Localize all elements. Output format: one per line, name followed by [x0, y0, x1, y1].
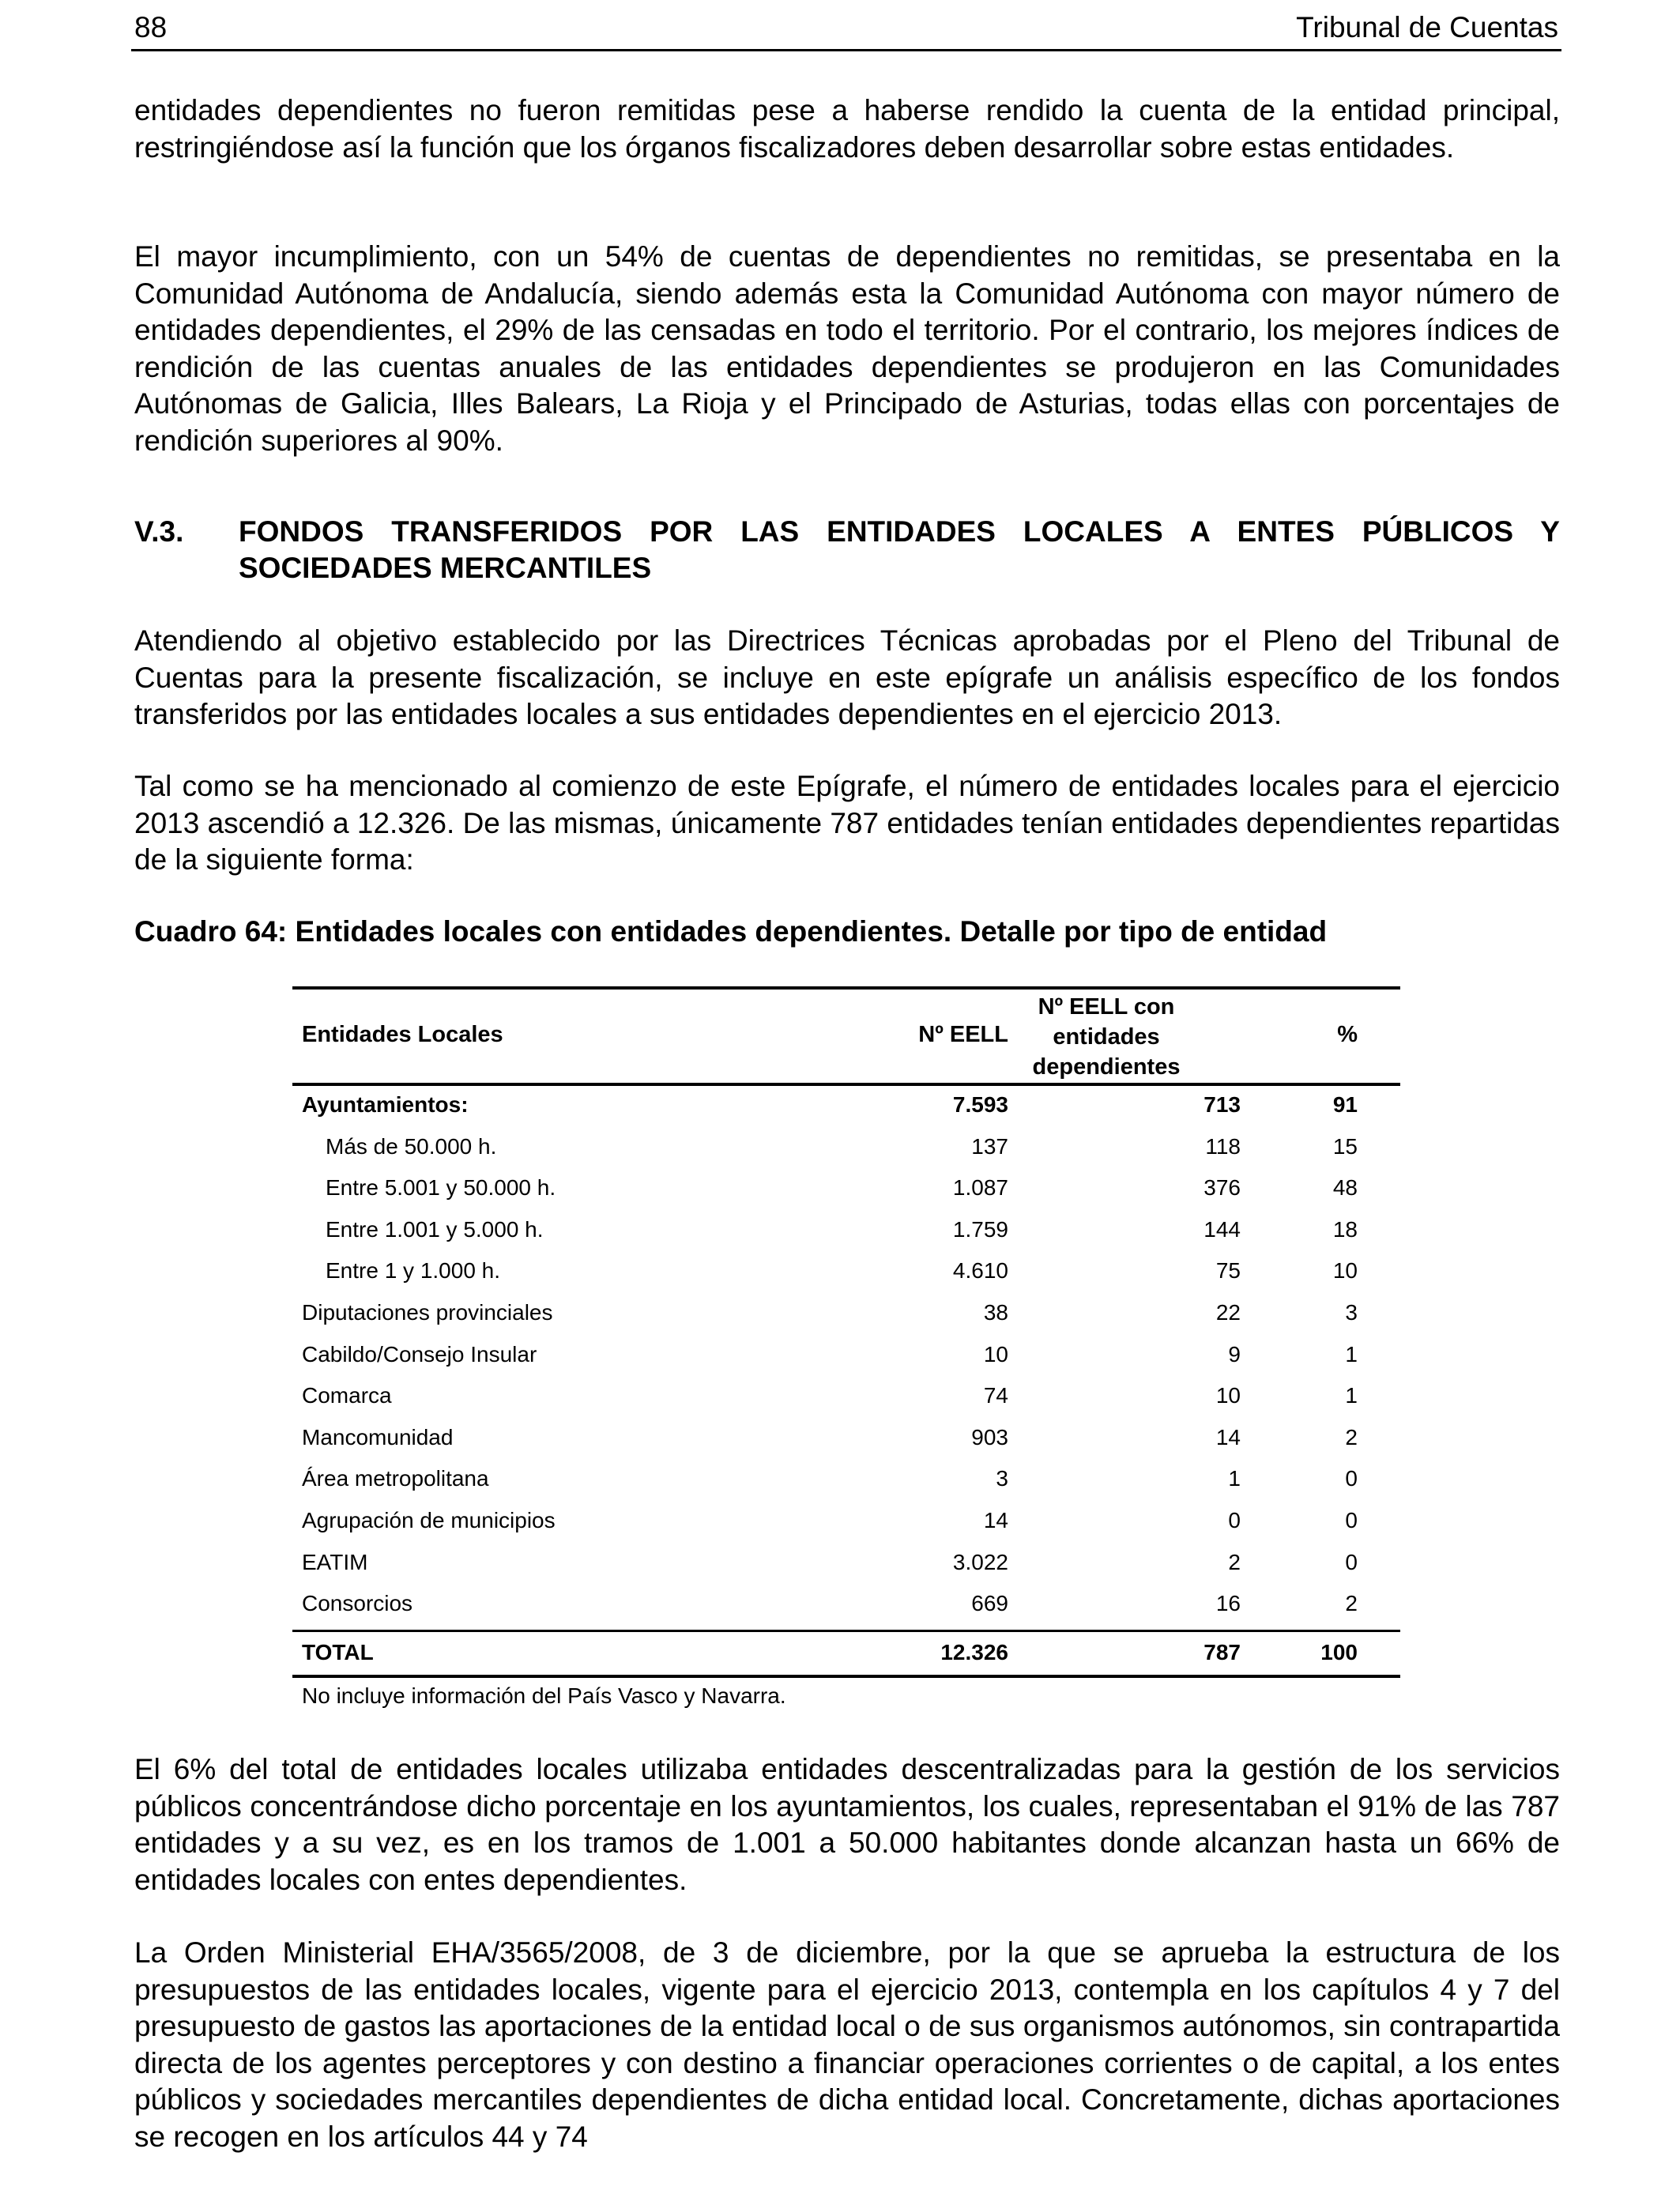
paragraph-2: El mayor incumplimiento, con un 54% de cuentas de dependientes no remitidas, se presentaba en la Comunidad Autónoma de Andalucía, siendo además esta la Comunidad Autónoma con mayor número de entidades dependientes, el 29% de las censadas en todo el territorio. Por el contrario, los mejores índices de rendición de las cuentas anuales de las entidades dependientes se produjeron en las Comunidades Autónomas de Galicia, Illes Balears, La Rioja y el Principado de Asturias, todas ellas con porcentajes de rendición superiores al 90%. — [134, 240, 1560, 457]
row-percent: 2 — [1345, 1424, 1358, 1449]
table-row — [292, 1336, 1400, 1378]
header-n-eell: Nº EELL — [918, 1022, 1008, 1047]
row-n-eell: 38 — [983, 1299, 1008, 1325]
row-label: Diputaciones provinciales — [302, 1299, 553, 1325]
table-header — [292, 990, 1400, 1086]
table-row — [292, 1128, 1400, 1170]
header-entidades-locales: Entidades Locales — [302, 1022, 503, 1047]
table-row — [292, 1460, 1400, 1502]
row-n-eell-con-dependientes: 16 — [1215, 1591, 1241, 1616]
entities-table — [292, 986, 1400, 1678]
section-number: V.3. — [134, 515, 184, 548]
row-n-eell: 137 — [971, 1133, 1008, 1159]
table-total-row — [292, 1630, 1400, 1678]
row-n-eell: 1.759 — [952, 1216, 1008, 1242]
row-percent: 0 — [1345, 1466, 1358, 1491]
table-row — [292, 1544, 1400, 1585]
table-row — [292, 1169, 1400, 1211]
row-n-eell: 14 — [983, 1507, 1008, 1532]
table-row — [292, 1211, 1400, 1253]
total-con-dependientes: 787 — [1203, 1639, 1241, 1664]
section-title: FONDOS TRANSFERIDOS POR LAS ENTIDADES LOCALES A ENTES PÚBLICOS Y SOCIEDADES MERCANTILES — [239, 515, 1560, 584]
header-line: entidades — [1053, 1024, 1160, 1050]
running-title: Tribunal de Cuentas — [1296, 11, 1558, 43]
table-caption: Cuadro 64: Entidades locales con entidades dependientes. Detalle por tipo de entidad — [134, 915, 1328, 948]
row-percent: 0 — [1345, 1507, 1358, 1532]
row-n-eell-con-dependientes: 75 — [1215, 1258, 1241, 1284]
total-percent: 100 — [1320, 1639, 1358, 1664]
header-percent: % — [1337, 1022, 1358, 1047]
row-label: Ayuntamientos: — [302, 1092, 469, 1117]
row-label: Entre 1.001 y 5.000 h. — [326, 1216, 544, 1242]
row-percent: 18 — [1332, 1216, 1358, 1242]
row-percent: 15 — [1332, 1133, 1358, 1159]
row-n-eell-con-dependientes: 22 — [1215, 1299, 1241, 1325]
row-n-eell-con-dependientes: 144 — [1203, 1216, 1241, 1242]
row-n-eell: 3.022 — [952, 1549, 1008, 1574]
row-percent: 1 — [1345, 1383, 1358, 1408]
row-n-eell: 10 — [983, 1341, 1008, 1367]
row-label: Área metropolitana — [302, 1466, 489, 1491]
row-n-eell-con-dependientes: 0 — [1228, 1507, 1241, 1532]
row-label: Más de 50.000 h. — [326, 1133, 497, 1159]
row-n-eell: 669 — [971, 1591, 1008, 1616]
row-n-eell-con-dependientes: 376 — [1203, 1175, 1241, 1201]
row-label: EATIM — [302, 1549, 368, 1574]
row-n-eell: 1.087 — [952, 1175, 1008, 1201]
row-n-eell: 903 — [971, 1424, 1008, 1449]
row-n-eell: 4.610 — [952, 1258, 1008, 1284]
row-percent: 48 — [1332, 1175, 1358, 1201]
row-n-eell-con-dependientes: 14 — [1215, 1424, 1241, 1449]
row-n-eell: 7.593 — [952, 1092, 1008, 1117]
row-label: Cabildo/Consejo Insular — [302, 1341, 537, 1367]
table-footnote: No incluye información del País Vasco y Navarra. — [302, 1683, 786, 1708]
total-eell: 12.326 — [940, 1639, 1008, 1664]
header-line: Nº EELL con — [1038, 994, 1175, 1020]
paragraph-6: La Orden Ministerial EHA/3565/2008, de 3 de diciembre, por la que se aprueba la estructura de los presupuestos de las entidades locales, vigente para el ejercicio 2013, contempla en los capítulos 4 y 7 del presupuesto de gastos las aportaciones de la entidad local o de sus organismos autónomos, sin contrapartida directa de los agentes perceptores y con destino a financiar operaciones corrientes o de capital, a los entes públicos y sociedades mercantiles dependientes de dicha entidad local. Concretamente, dichas aportaciones se recogen en los artículos 44 y 74 — [134, 1936, 1560, 2153]
table-row — [292, 1377, 1400, 1419]
paragraph-5: El 6% del total de entidades locales utilizaba entidades descentralizadas para la gestión de los servicios públicos concentrándose dicho porcentaje en los ayuntamientos, los cuales, representaban el 91% de las 787 entidades y a su vez, es en los tramos de 1.001 a 50.000 habitantes donde alcanzan hasta un 66% de entidades locales con entes dependientes. — [134, 1753, 1560, 1896]
page-header — [131, 11, 1561, 51]
table-row — [292, 1419, 1400, 1461]
paragraph-4: Tal como se ha mencionado al comienzo de este Epígrafe, el número de entidades locales para el ejercicio 2013 ascendió a 12.326. De las mismas, únicamente 787 entidades tenían entidades dependientes repartidas de la siguiente forma: — [134, 770, 1560, 876]
row-percent: 3 — [1345, 1299, 1358, 1325]
row-label: Agrupación de municipios — [302, 1507, 556, 1532]
row-n-eell-con-dependientes: 1 — [1228, 1466, 1241, 1491]
table-row — [292, 1086, 1400, 1128]
total-label: TOTAL — [302, 1639, 374, 1664]
table-row — [292, 1585, 1400, 1627]
header-line: dependientes — [1032, 1054, 1181, 1080]
row-n-eell-con-dependientes: 9 — [1228, 1341, 1241, 1367]
row-label: Comarca — [302, 1383, 392, 1408]
row-n-eell-con-dependientes: 118 — [1205, 1133, 1241, 1159]
row-label: Entre 1 y 1.000 h. — [326, 1258, 501, 1284]
row-percent: 91 — [1332, 1092, 1358, 1117]
row-label: Consorcios — [302, 1591, 413, 1616]
row-n-eell-con-dependientes: 10 — [1215, 1383, 1241, 1408]
row-n-eell: 74 — [983, 1383, 1008, 1408]
paragraph-1: entidades dependientes no fueron remitidas pese a haberse rendido la cuenta de la entidad principal, restringiéndose así la función que los órganos fiscalizadores deben desarrollar sobre estas entidades. — [134, 94, 1560, 164]
page-number: 88 — [134, 11, 168, 43]
row-n-eell: 3 — [996, 1466, 1008, 1491]
row-percent: 1 — [1345, 1341, 1358, 1367]
row-n-eell-con-dependientes: 713 — [1203, 1092, 1241, 1117]
row-label: Entre 5.001 y 50.000 h. — [326, 1175, 556, 1201]
paragraph-3: Atendiendo al objetivo establecido por las Directrices Técnicas aprobadas por el Pleno del Tribunal de Cuentas para la presente fiscalización, se incluye en este epígrafe un análisis específico de los fondos transferidos por las entidades locales a sus entidades dependientes en el ejercicio 2013. — [134, 624, 1560, 730]
table-row — [292, 1294, 1400, 1336]
row-percent: 0 — [1345, 1549, 1358, 1574]
table-row — [292, 1502, 1400, 1544]
row-label: Mancomunidad — [302, 1424, 454, 1449]
table-body — [292, 1086, 1400, 1627]
table-row — [292, 1252, 1400, 1294]
row-percent: 10 — [1332, 1258, 1358, 1284]
row-n-eell-con-dependientes: 2 — [1228, 1549, 1241, 1574]
row-percent: 2 — [1345, 1591, 1358, 1616]
